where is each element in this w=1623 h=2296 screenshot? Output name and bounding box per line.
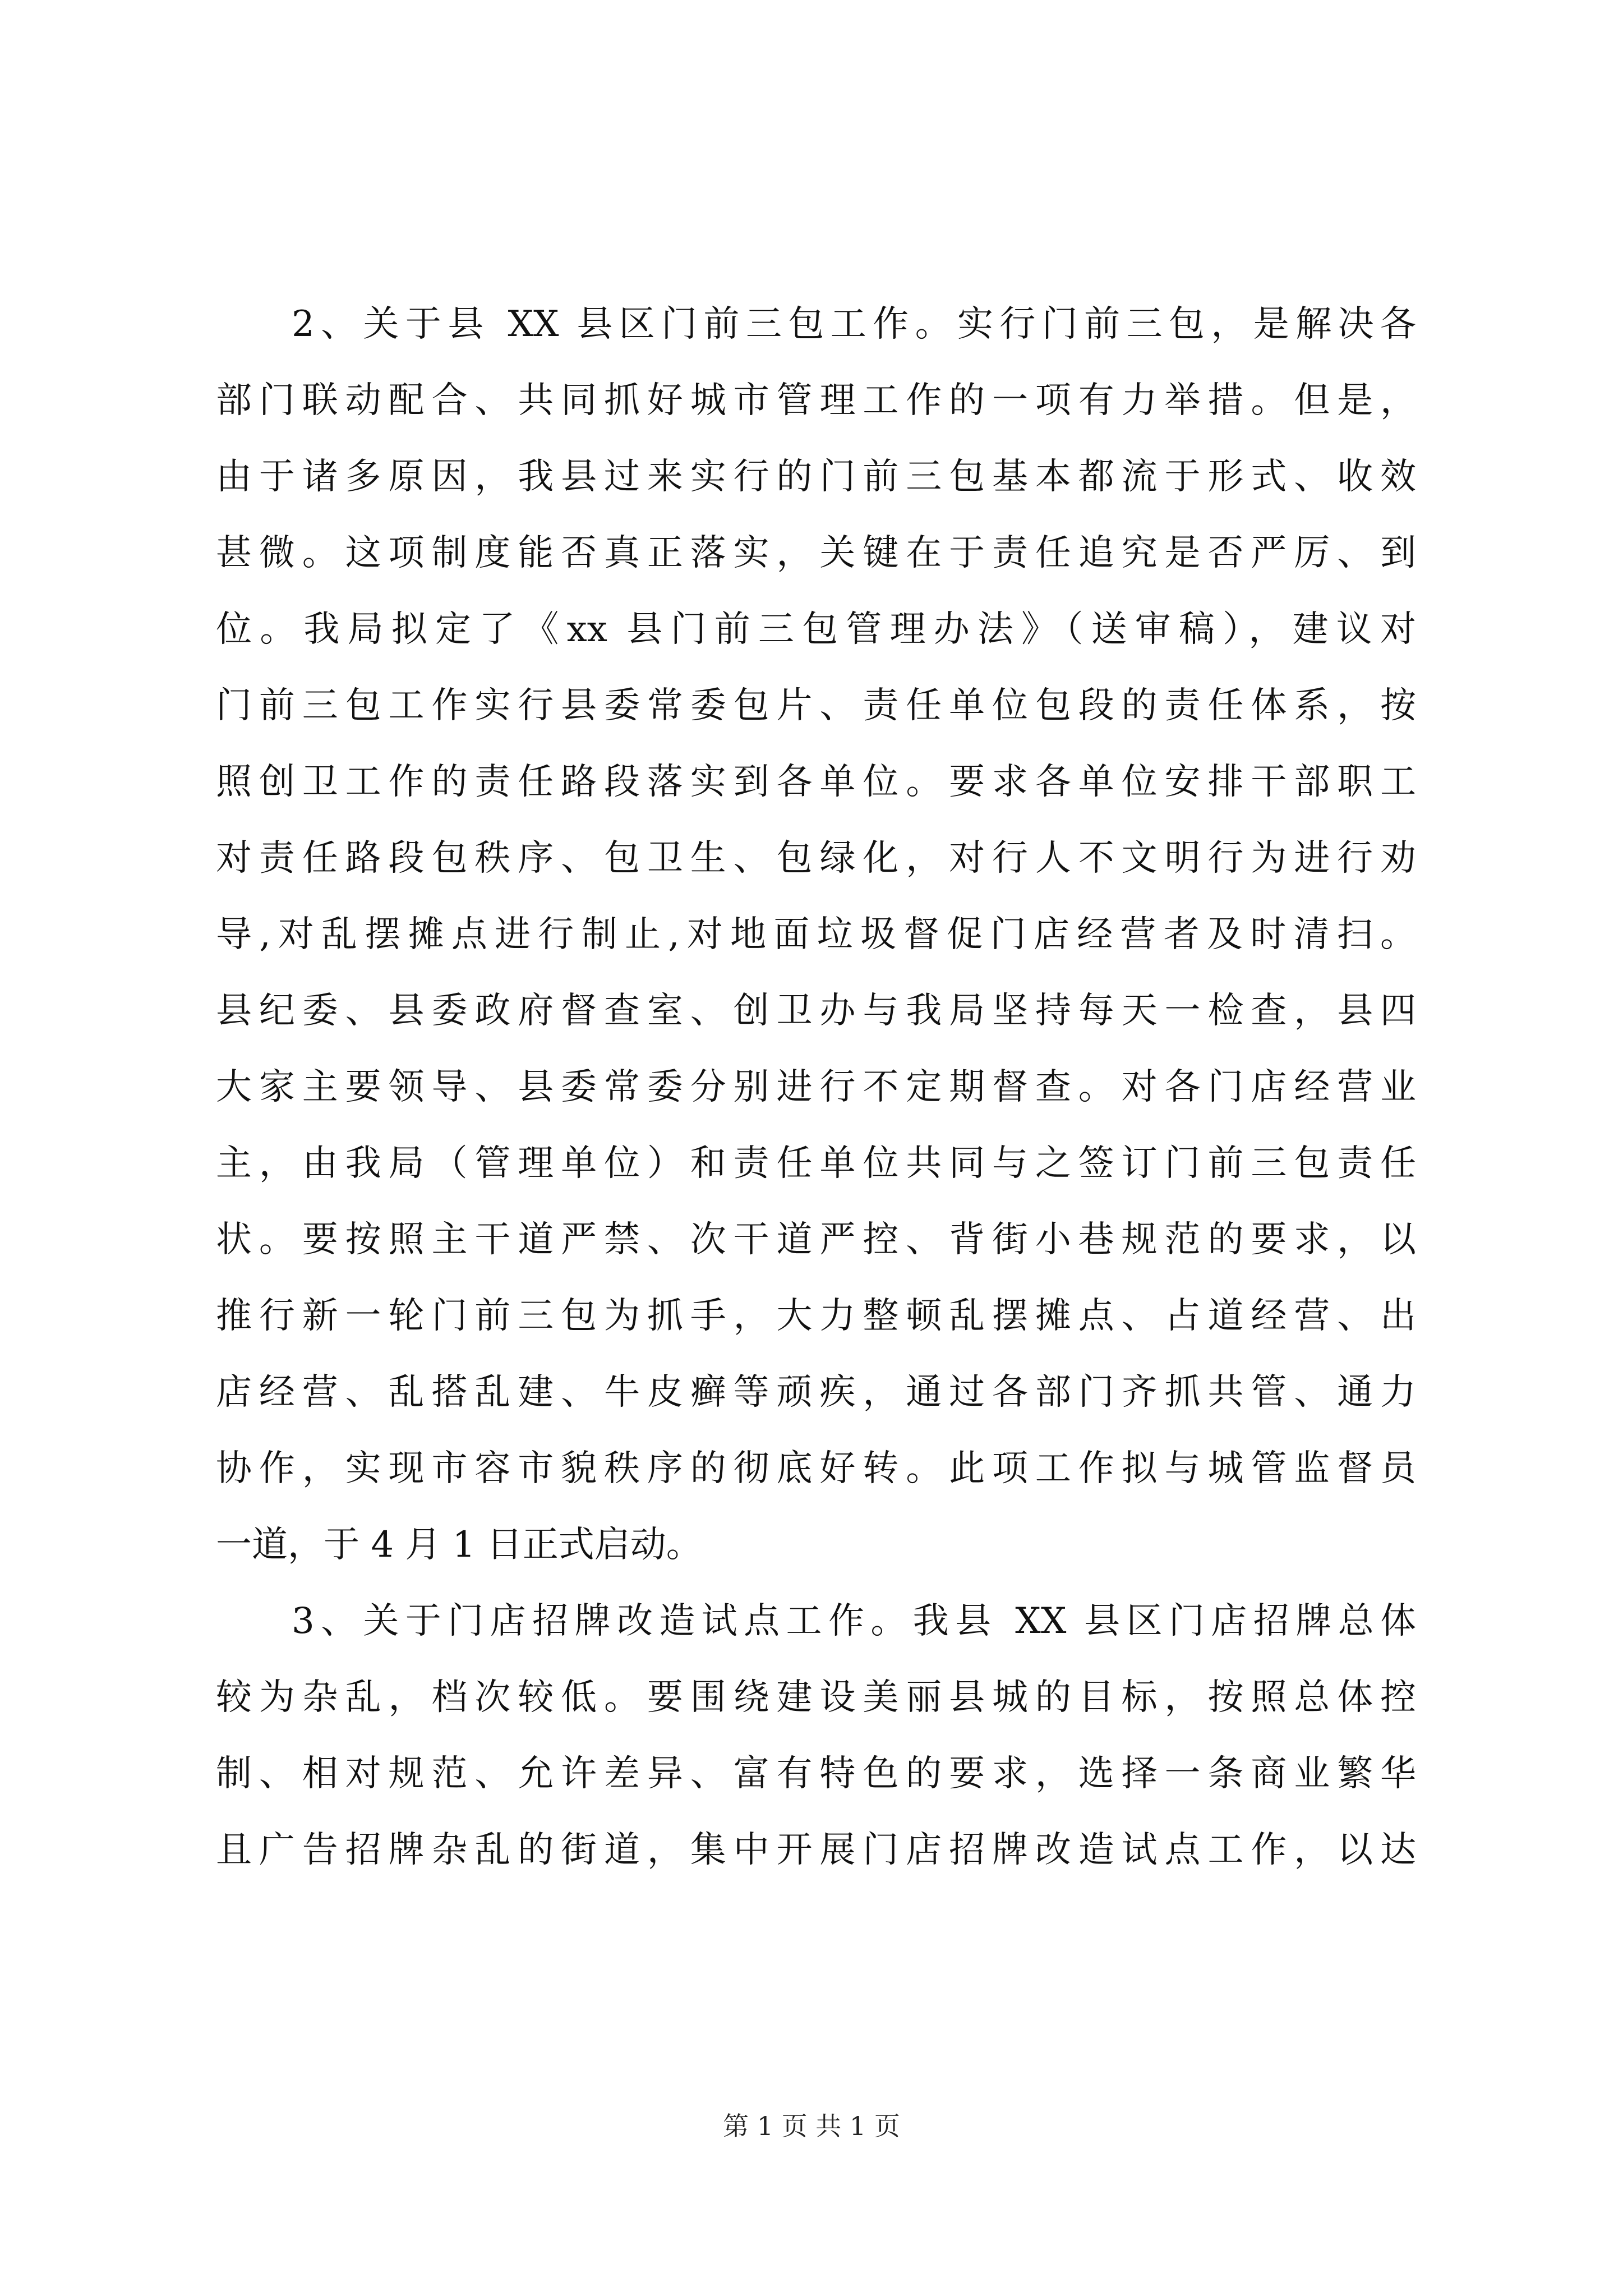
text-line: 大家主要领导、县委常委分别进行不定期督查。对各门店经营业 <box>216 1066 1416 1108</box>
text-line: 协作，实现市容市貌秩序的彻底好转。此项工作拟与城管监督员 <box>216 1448 1416 1489</box>
document-body <box>216 286 1416 1888</box>
text-line: 状。要按照主干道严禁、次干道严控、背街小巷规范的要求，以 <box>216 1219 1416 1260</box>
text-line: 位。我局拟定了《xx 县门前三包管理办法》（送审稿），建议对 <box>216 609 1416 650</box>
text-line: 推行新一轮门前三包为抓手，大力整顿乱摆摊点、占道经营、出 <box>216 1295 1416 1337</box>
text-line: 甚微。这项制度能否真正落实，关键在于责任追究是否严厉、到 <box>216 532 1416 574</box>
text-line: 导,对乱摆摊点进行制止,对地面垃圾督促门店经营者及时清扫。 <box>216 914 1416 955</box>
text-line: 2、关于县 XX 县区门前三包工作。实行门前三包，是解决各 <box>292 303 1416 345</box>
page-footer: 第 1 页 共 1 页 <box>723 2111 900 2141</box>
text-line: 一道，于 4 月 1 日正式启动。 <box>216 1524 702 1566</box>
text-line: 制、相对规范、允许差异、富有特色的要求，选择一条商业繁华 <box>216 1753 1416 1795</box>
text-line: 照创卫工作的责任路段落实到各单位。要求各单位安排干部职工 <box>216 761 1416 803</box>
text-line: 较为杂乱，档次较低。要围绕建设美丽县城的目标，按照总体控 <box>216 1677 1416 1718</box>
text-line: 主，由我局（管理单位）和责任单位共同与之签订门前三包责任 <box>216 1143 1416 1184</box>
text-line: 店经营、乱搭乱建、牛皮癣等顽疾，通过各部门齐抓共管、通力 <box>216 1372 1416 1413</box>
text-line: 县纪委、县委政府督查室、创卫办与我局坚持每天一检查，县四 <box>216 990 1416 1032</box>
text-line: 由于诸多原因，我县过来实行的门前三包基本都流于形式、收效 <box>216 456 1416 498</box>
text-line: 3、关于门店招牌改造试点工作。我县 XX 县区门店招牌总体 <box>292 1600 1416 1642</box>
text-line: 对责任路段包秩序、包卫生、包绿化，对行人不文明行为进行劝 <box>216 838 1416 879</box>
text-line: 门前三包工作实行县委常委包片、责任单位包段的责任体系，按 <box>216 685 1416 726</box>
text-line: 部门联动配合、共同抓好城市管理工作的一项有力举措。但是， <box>216 380 1416 421</box>
text-line: 且广告招牌杂乱的街道，集中开展门店招牌改造试点工作，以达 <box>216 1829 1416 1871</box>
